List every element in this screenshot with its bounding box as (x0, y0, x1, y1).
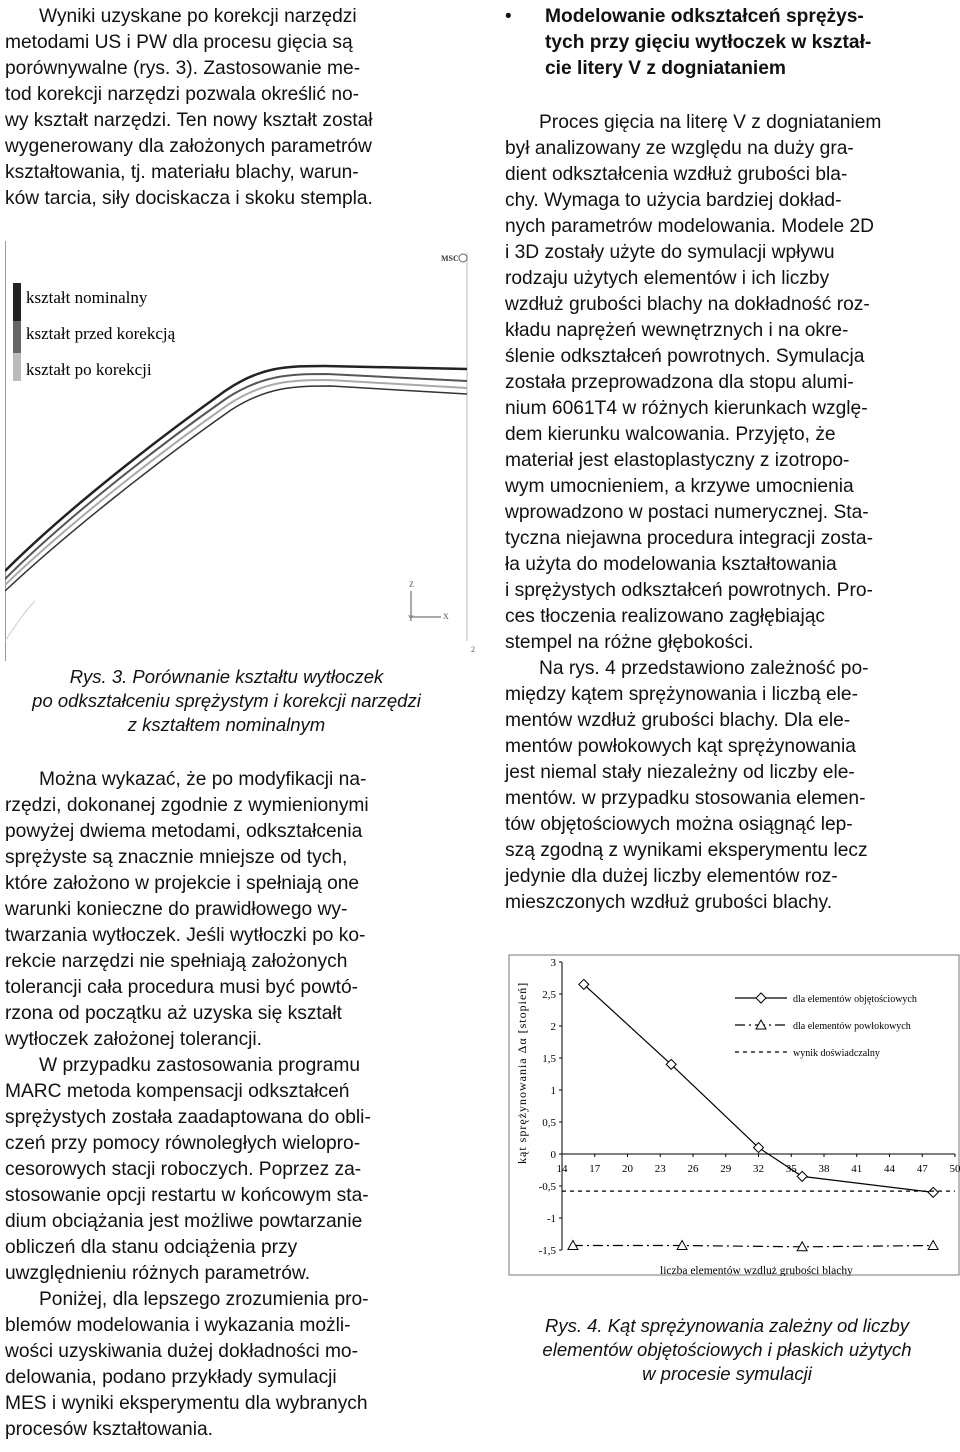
figure-3-corner-number: 2 (471, 645, 475, 654)
paragraph-line: szą zgodną z wynikami eksperymentu lecz (505, 840, 868, 861)
section-title-line: Modelowanie odkształceń sprężys- (545, 6, 864, 27)
legend-swatch-nominal (13, 283, 21, 321)
intro-line: porównywalne (rys. 3). Zastosowanie me- (5, 58, 361, 79)
paragraph-line: dium obciążania jest możliwe powtarzanie (5, 1211, 363, 1232)
paragraph-line: był analizowany ze względu na duży gra- (505, 138, 854, 159)
axis-x-label: X (443, 612, 449, 621)
figure-4-caption (505, 1314, 949, 1386)
caption-line: Rys. 4. Kąt sprężynowania zależny od liczby (544, 1315, 909, 1336)
x-tick-label: 14 (556, 1163, 568, 1175)
legend-label: dla elementów objętościowych (793, 994, 917, 1005)
axis-z-label: Z (409, 580, 414, 589)
y-tick-label: 3 (550, 957, 556, 969)
paragraph-line: mentów. w przypadku stosowania elemen- (505, 788, 866, 809)
paragraph-line: materiał jest elastoplastyczny z izotropo- (505, 450, 850, 471)
paragraph-line: tolerancji cała procedura musi być powtó- (5, 977, 359, 998)
paragraph-line: sprężystych została zaadaptowana do obli- (5, 1107, 371, 1128)
legend-label: wynik doświadczalny (793, 1048, 880, 1059)
paragraph-line: i sprężystych odkształceń powrotnych. Pro- (505, 580, 873, 601)
figure-4-chart (505, 954, 960, 1276)
legend-swatch-before (13, 321, 21, 353)
y-tick-label: 1 (550, 1085, 556, 1097)
paragraph-line: jedynie dla dużej liczby elementów roz- (505, 866, 838, 887)
x-tick-label: 47 (916, 1163, 928, 1175)
paragraph-line: wprowadzono w postaci numerycznej. Sta- (505, 502, 869, 523)
intro-line: metodami US i PW dla procesu gięcia są (5, 32, 353, 53)
x-tick-label: 23 (654, 1163, 666, 1175)
paragraph-line: które założono w projekcie i spełniają one (5, 873, 360, 894)
intro-line: wy kształt narzędzi. Ten nowy kształt został (5, 110, 373, 131)
y-tick-label: 0 (550, 1149, 556, 1161)
paragraph-line: blemów modelowania i wykazania możli- (5, 1315, 351, 1336)
y-tick-label: -1,5 (538, 1245, 556, 1257)
y-tick-label: -1 (546, 1213, 556, 1225)
paragraph-line: wości uzyskiwania dużej dokładności mo- (5, 1341, 358, 1362)
paragraph-line: rzędzi, dokonanej zgodnie z wymienionymi (5, 795, 369, 816)
chart-x-label: liczba elementów wzdluż grubości blachy (660, 1265, 853, 1276)
paragraph-line: procesów kształtowania. (5, 1419, 213, 1440)
paragraph-line: i 3D zostały użyte do symulacji wpływu (505, 242, 835, 263)
bullet-icon: • (505, 6, 512, 27)
paragraph-line: ślenie odkształceń powrotnych. Symulacja (505, 346, 865, 367)
paragraph-line: W przypadku zastosowania programu (39, 1055, 361, 1076)
x-tick-label: 32 (753, 1163, 764, 1175)
right-paragraph-1 (505, 110, 949, 916)
legend-label: dla elementów powłokowych (793, 1021, 911, 1032)
section-heading (505, 4, 949, 82)
paragraph-line: MARC metoda kompensacji odkształceń (5, 1081, 350, 1102)
x-tick-label: 41 (851, 1163, 863, 1175)
paragraph-line: wzdłuż grubości blachy na dokładność roz- (505, 294, 870, 315)
paragraph-line: delowania, podano przykłady symulacji (5, 1367, 337, 1388)
figure-3-simulation (5, 241, 483, 661)
caption-line: po odkształceniu sprężystym i korekcji narzędzi (32, 690, 421, 711)
legend-label-before: kształt przed korekcją (26, 324, 176, 343)
x-tick-label: 38 (818, 1163, 830, 1175)
paragraph-line: jest niemal stały niezależny od liczby ele- (505, 762, 855, 783)
paragraph-line: warunki konieczne do prawidłowego wy- (5, 899, 348, 920)
intro-line: wygenerowany dla założonych parametrów (5, 136, 372, 157)
paragraph-line: sprężyste są znacznie mniejsze od tych, (5, 847, 348, 868)
paragraph-line: Poniżej, dla lepszego zrozumienia pro- (39, 1289, 369, 1310)
caption-line: w procesie symulacji (642, 1363, 812, 1384)
x-tick-label: 35 (785, 1163, 797, 1175)
paragraph-line: nych parametrów modelowania. Modele 2D (505, 216, 875, 237)
paragraph-line: mieszczonych wzdłuż grubości blachy. (505, 892, 833, 913)
paragraph-line: Można wykazać, że po modyfikacji na- (39, 769, 367, 790)
paragraph-line: kładu naprężeń wewnętrznych i na okre- (505, 320, 849, 341)
paragraph-line: cesorowych stacji roboczych. Poprzez za- (5, 1159, 362, 1180)
paragraph-line: twarzania wytłoczek. Jeśli wytłoczki po ko- (5, 925, 366, 946)
intro-line: tod korekcji narzędzi pozwala określić no- (5, 84, 360, 105)
paragraph-line: rzona od początku aż uzyska się kształt (5, 1003, 343, 1024)
paragraph-line: ces tłoczenia realizowano zagłębiając (505, 606, 825, 627)
paragraph-line: tów objętościowych można osiągnąć lep- (505, 814, 853, 835)
paragraph-line: między kątem sprężynowania i liczbą ele- (505, 684, 858, 705)
paragraph-line: wym umocnieniem, a krzywe umocnienia (505, 476, 854, 497)
paragraph-line: tyczna niejawna procedura integracji zosta- (505, 528, 873, 549)
chart-y-label: kąt sprężynowania Δα [stopień] (515, 981, 529, 1164)
y-tick-label: -0,5 (538, 1181, 556, 1193)
paragraph-line: mentów wzdłuż grubości blachy. Dla ele- (505, 710, 851, 731)
paragraph-line: dem kierunku walcowania. Przyjęto, że (505, 424, 836, 445)
legend-label-nominal: kształt nominalny (26, 288, 148, 307)
paragraph-line: uwzględnieniu różnych parametrów. (5, 1263, 311, 1284)
x-tick-label: 17 (589, 1163, 601, 1175)
paragraph-line: ła użyta do modelowania kształtowania (505, 554, 837, 575)
figure-3-caption (5, 665, 448, 737)
caption-line: z kształtem nominalnym (127, 714, 326, 735)
y-tick-label: 2,5 (542, 989, 556, 1001)
y-tick-label: 2 (550, 1021, 556, 1033)
paragraph-2 (5, 767, 448, 1443)
intro-paragraph (5, 4, 448, 212)
section-title-line: tych przy gięciu wytłoczek w kształ- (545, 32, 872, 53)
x-tick-label: 26 (687, 1163, 699, 1175)
paragraph-line: została przeprowadzona dla stopu alumi- (505, 372, 854, 393)
paragraph-line: stosowanie opcji restartu w końcowym sta- (5, 1185, 369, 1206)
paragraph-line: obliczeń dla stanu odciążenia przy (5, 1237, 298, 1258)
axis-y-label: Y (408, 614, 414, 623)
paragraph-line: Na rys. 4 przedstawiono zależność po- (539, 658, 869, 679)
legend-label-after: kształt po korekcji (26, 360, 152, 379)
y-tick-label: 1,5 (542, 1053, 556, 1065)
paragraph-line: chy. Wymaga to użycia bardziej dokład- (505, 190, 842, 211)
paragraph-line: stempel na różne głębokości. (505, 632, 754, 653)
paragraph-line: MES i wyniki eksperymentu dla wybranych (5, 1393, 368, 1414)
y-tick-label: 0,5 (542, 1117, 556, 1129)
paragraph-line: dient odkształcenia wzdłuż grubości bla- (505, 164, 848, 185)
paragraph-line: Proces gięcia na literę V z dogniataniem (539, 112, 882, 133)
x-tick-label: 29 (720, 1163, 732, 1175)
x-tick-label: 20 (622, 1163, 633, 1175)
paragraph-line: mentów powłokowych kąt sprężynowania (505, 736, 856, 757)
intro-line: Wyniki uzyskane po korekcji narzędzi (39, 6, 357, 27)
legend-swatch-after (13, 353, 21, 381)
intro-line: ków tarcia, siły dociskacza i skoku stempla. (5, 188, 373, 209)
paragraph-line: rodzaju użytych elementów i ich liczby (505, 268, 830, 289)
caption-line: Rys. 3. Porównanie kształtu wytłoczek (69, 666, 384, 687)
msc-logo: MSC (441, 254, 459, 263)
paragraph-line: rekcie narzędzi nie spełniają założonych (5, 951, 348, 972)
x-tick-label: 50 (949, 1163, 960, 1175)
paragraph-line: wytłoczek założonej tolerancji. (5, 1029, 263, 1050)
section-title-line: cie litery V z dogniataniem (545, 58, 786, 79)
x-tick-label: 44 (884, 1163, 895, 1175)
intro-line: kształtowania, tj. materiału blachy, warun- (5, 162, 359, 183)
paragraph-line: nium 6061T4 w różnych kierunkach wzglę- (505, 398, 868, 419)
paragraph-line: powyżej dwiema metodami, odkształcenia (5, 821, 363, 842)
paragraph-line: czeń przy pomocy równoległych wielopro- (5, 1133, 361, 1154)
caption-line: elementów objętościowych i płaskich użytych (542, 1339, 912, 1360)
